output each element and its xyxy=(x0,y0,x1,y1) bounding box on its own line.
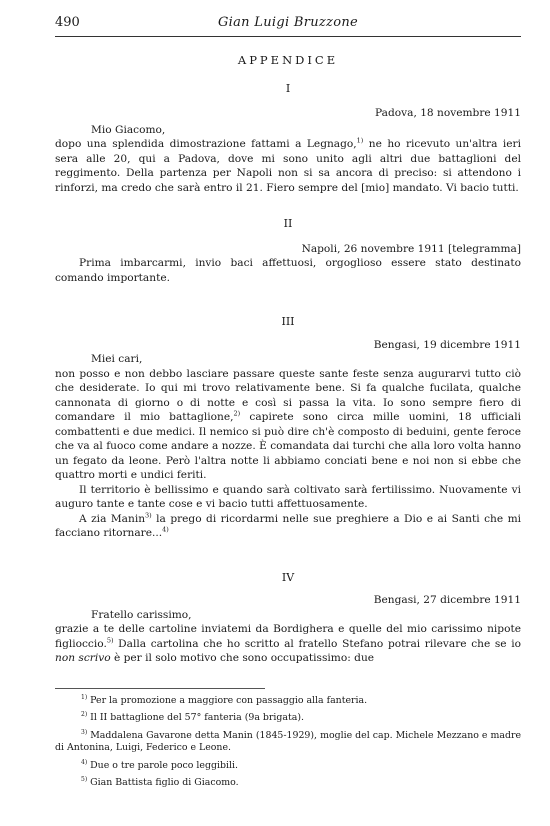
letter-text: Dalla cartolina che ho scritto al fratello Stefano potrai rilevare che se io xyxy=(113,637,521,650)
letter-text-italic: non scrivo xyxy=(55,652,111,664)
letter-salutation: Miei cari, xyxy=(91,353,143,365)
letter-body xyxy=(55,622,521,666)
footnote-ref: 4) xyxy=(162,525,169,534)
letter-3 xyxy=(55,315,521,541)
footnote-rule xyxy=(55,688,265,689)
footnote xyxy=(55,712,521,725)
footnote-text: Il II battaglione del 57° fanteria (9a brigata). xyxy=(87,712,304,724)
footnote-ref: 5) xyxy=(106,635,114,644)
letter-body xyxy=(55,137,521,195)
footnote-mark: 3) xyxy=(81,728,88,736)
letter-paragraph xyxy=(55,512,521,541)
footnote xyxy=(55,695,521,708)
letter-numeral: IV xyxy=(281,570,295,584)
footnote xyxy=(55,760,521,773)
running-title: Gian Luigi Bruzzone xyxy=(217,15,358,30)
footnote xyxy=(55,777,521,790)
letter-dateline: Bengasi, 19 dicembre 1911 xyxy=(373,338,521,351)
letter-paragraph xyxy=(55,367,521,483)
letter-salutation: Fratello carissimo, xyxy=(91,608,192,621)
footnote-text: Due o tre parole poco leggibili. xyxy=(87,759,238,771)
footnote-text: Gian Battista figlio di Giacomo. xyxy=(87,777,239,789)
letter-dateline: Bengasi, 27 dicembre 1911 xyxy=(373,594,521,606)
appendix-title: APPENDICE xyxy=(237,53,339,67)
letter-dateline: Napoli, 26 novembre 1911 [telegramma] xyxy=(301,242,521,255)
letter-text: ne ho ricevuto un'altra ieri sera alle 20, qui a Padova, dove mi sono unito agli altri due battaglioni del reggimento. Della partenza per Napoli non si sa ancora di preciso: si attendono i rinforzi, ma credo che sarà entro il 21. Fiero sempre del [mio] mandato. Vi bacio tutti. xyxy=(55,138,521,194)
letter-2 xyxy=(55,217,521,285)
letter-body: Prima imbarcarmi, invio baci affettuosi, orgoglioso essere stato destinato comando importante. xyxy=(55,257,521,284)
letter-text: non posso e non debbo lasciare passare queste sante feste senza augurarvi tutto ciò che desiderate. Io qui mi trovo relativamente bene. Si fa qualche fucilata, qualche cannonata di giorno o di notte e così si passa la vita. Io sono sempre fiero di comandare il mio battaglione, xyxy=(55,367,521,423)
footnotes xyxy=(55,688,521,791)
letter-1 xyxy=(55,82,521,196)
footnote-mark: 2) xyxy=(81,710,88,718)
document-page xyxy=(55,14,521,795)
letter-4 xyxy=(55,571,521,666)
letter-text: capirete sono circa mille uomini, 18 ufficiali combattenti e due medici. Il nemico si può dire ch'è composto di beduini, gente feroce che va al fuoco come andare a nozze. È comandata dai turchi che alla loro volta hanno un fegato da leone. Però l'altra notte li abbiamo conciati bene e noi non si ebbe che quattro morti e undici feriti. xyxy=(55,411,521,481)
letter-text: A zia Manin xyxy=(79,512,146,525)
footnote-ref: 1) xyxy=(356,136,364,145)
letter-numeral: II xyxy=(283,217,293,230)
letter-numeral: III xyxy=(281,315,295,328)
letter-numeral: I xyxy=(285,81,291,95)
letter-salutation: Mio Giacomo, xyxy=(91,123,166,136)
footnote-mark: 4) xyxy=(81,758,88,766)
footnote-text: Maddalena Gavarone detta Manin (1845-1929), moglie del cap. Michele Mezzano e madre di Antonina, Luigi, Federico e Leone. xyxy=(55,729,521,754)
letter-text: è per il solo motivo che sono occupatissimo: due xyxy=(110,652,375,664)
footnote-ref: 3) xyxy=(145,510,152,519)
footnote-mark: 1) xyxy=(81,693,88,701)
page-header xyxy=(55,14,521,37)
letter-text: la prego di ricordarmi nelle sue preghiere a Dio e ai Santi che mi facciano ritornare... xyxy=(55,512,522,539)
footnote-mark: 5) xyxy=(81,776,88,784)
letter-text: dopo una splendida dimostrazione fattami a Legnago, xyxy=(55,138,357,150)
footnote-ref: 2) xyxy=(233,409,241,418)
footnote-text: Per la promozione a maggiore con passaggio alla fanteria. xyxy=(87,694,368,706)
letter-text: grazie a te delle cartoline inviatemi da Bordighera e quelle del mio carissimo nipote figlioccio. xyxy=(55,623,521,650)
footnote xyxy=(55,730,521,755)
letter-paragraph: Il territorio è bellissimo e quando sarà coltivato sarà fertilissimo. Nuovamente vi auguro tante e tante cose e vi bacio tutti affettuosamente. xyxy=(55,483,521,510)
letter-dateline: Padova, 18 novembre 1911 xyxy=(375,107,521,119)
page-number: 490 xyxy=(55,15,80,30)
